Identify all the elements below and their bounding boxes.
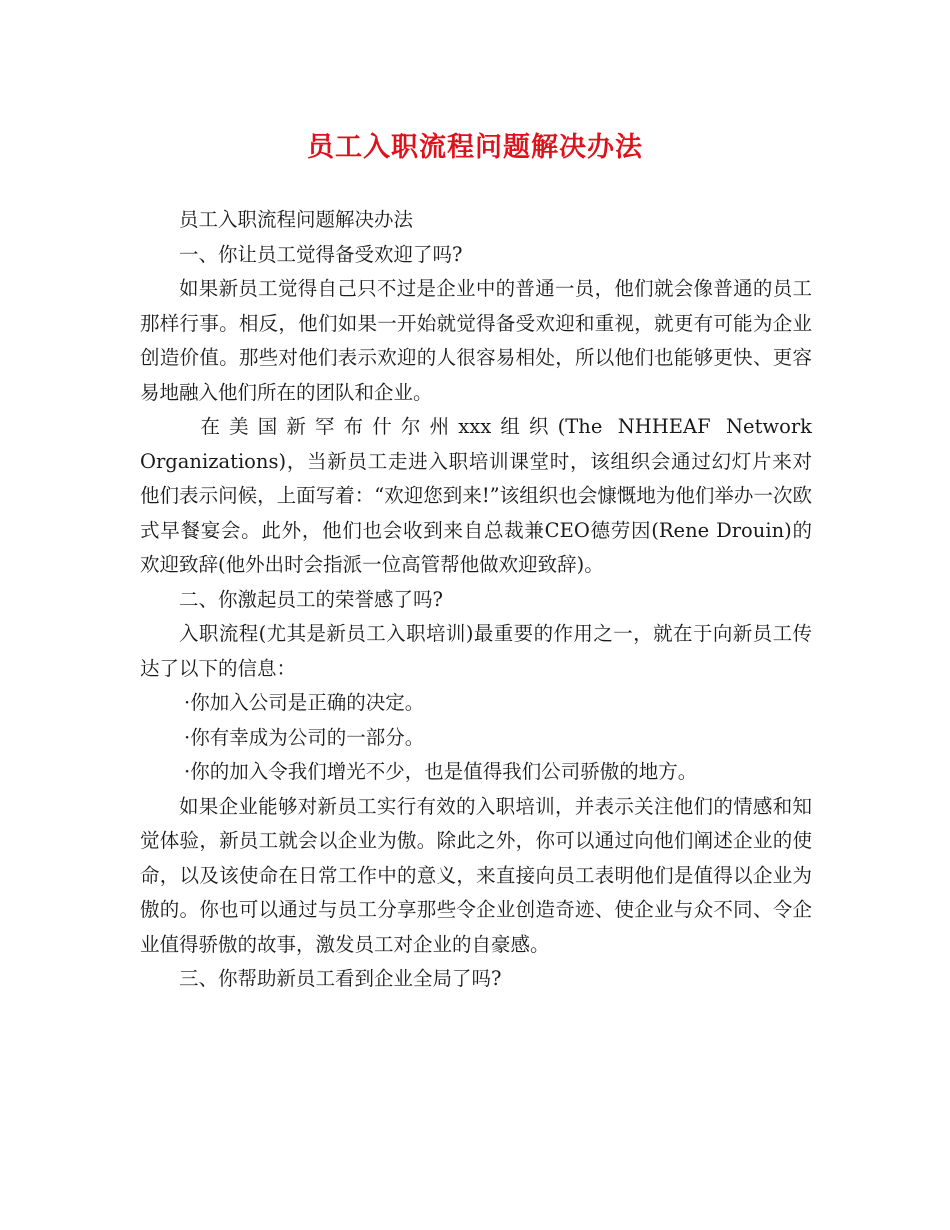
subtitle-paragraph: 员工入职流程问题解决办法 <box>179 208 414 231</box>
body-paragraph: 如果企业能够对新员工实行有效的入职培训，并表示关注他们的情感和知觉体验，新员工就会以企业为傲。除此之外，你可以通过向他们阐述企业的使命，以及该使命在日常工作中的意义，来直接向员工表明他们是值得以企业为傲的。你也可以通过与员工分享那些令企业创造奇迹、使企业与众不同、令企业值得骄傲的故事，激发员工对企业的自豪感。 <box>140 794 812 956</box>
body-paragraph: 如果新员工觉得自己只不过是企业中的普通一员，他们就会像普通的员工那样行事。相反，他们如果一开始就觉得备受欢迎和重视，就更有可能为企业创造价值。那些对他们表示欢迎的人很容易相处，所以他们也能够更快、更容易地融入他们所在的团队和企业。 <box>140 277 812 404</box>
bullet-item: ·你加入公司是正确的决定。 <box>184 691 425 714</box>
section-heading-3: 三、你帮助新员工看到企业全局了吗? <box>179 967 502 990</box>
body-paragraph: 入职流程(尤其是新员工入职培训)最重要的作用之一，就在于向新员工传达了以下的信息： <box>140 622 812 680</box>
section-heading-1: 一、你让员工觉得备受欢迎了吗? <box>179 242 463 266</box>
bullet-item: ·你的加入令我们增光不少，也是值得我们公司骄傲的地方。 <box>184 760 698 783</box>
section-heading-2: 二、你激起员工的荣誉感了吗? <box>179 587 443 611</box>
bullet-item: ·你有幸成为公司的一部分。 <box>184 725 425 749</box>
body-paragraph: 在美国新罕布什尔州xxx组织(The NHHEAF Network Organizations)，当新员工走进入职培训课堂时，该组织会通过幻灯片来对他们表示问候，上面写着：“欢迎您到来!”该组织也会慷慨地为他们举办一次欧式早餐宴会。此外，他们也会收到来自总裁兼CEO德劳因(Rene Drouin)的欢迎致辞(他外出时会指派一位高管帮他做欢迎致辞)。 <box>140 415 812 576</box>
document-title: 员工入职流程问题解决办法 <box>307 132 643 163</box>
document-body <box>140 203 812 997</box>
